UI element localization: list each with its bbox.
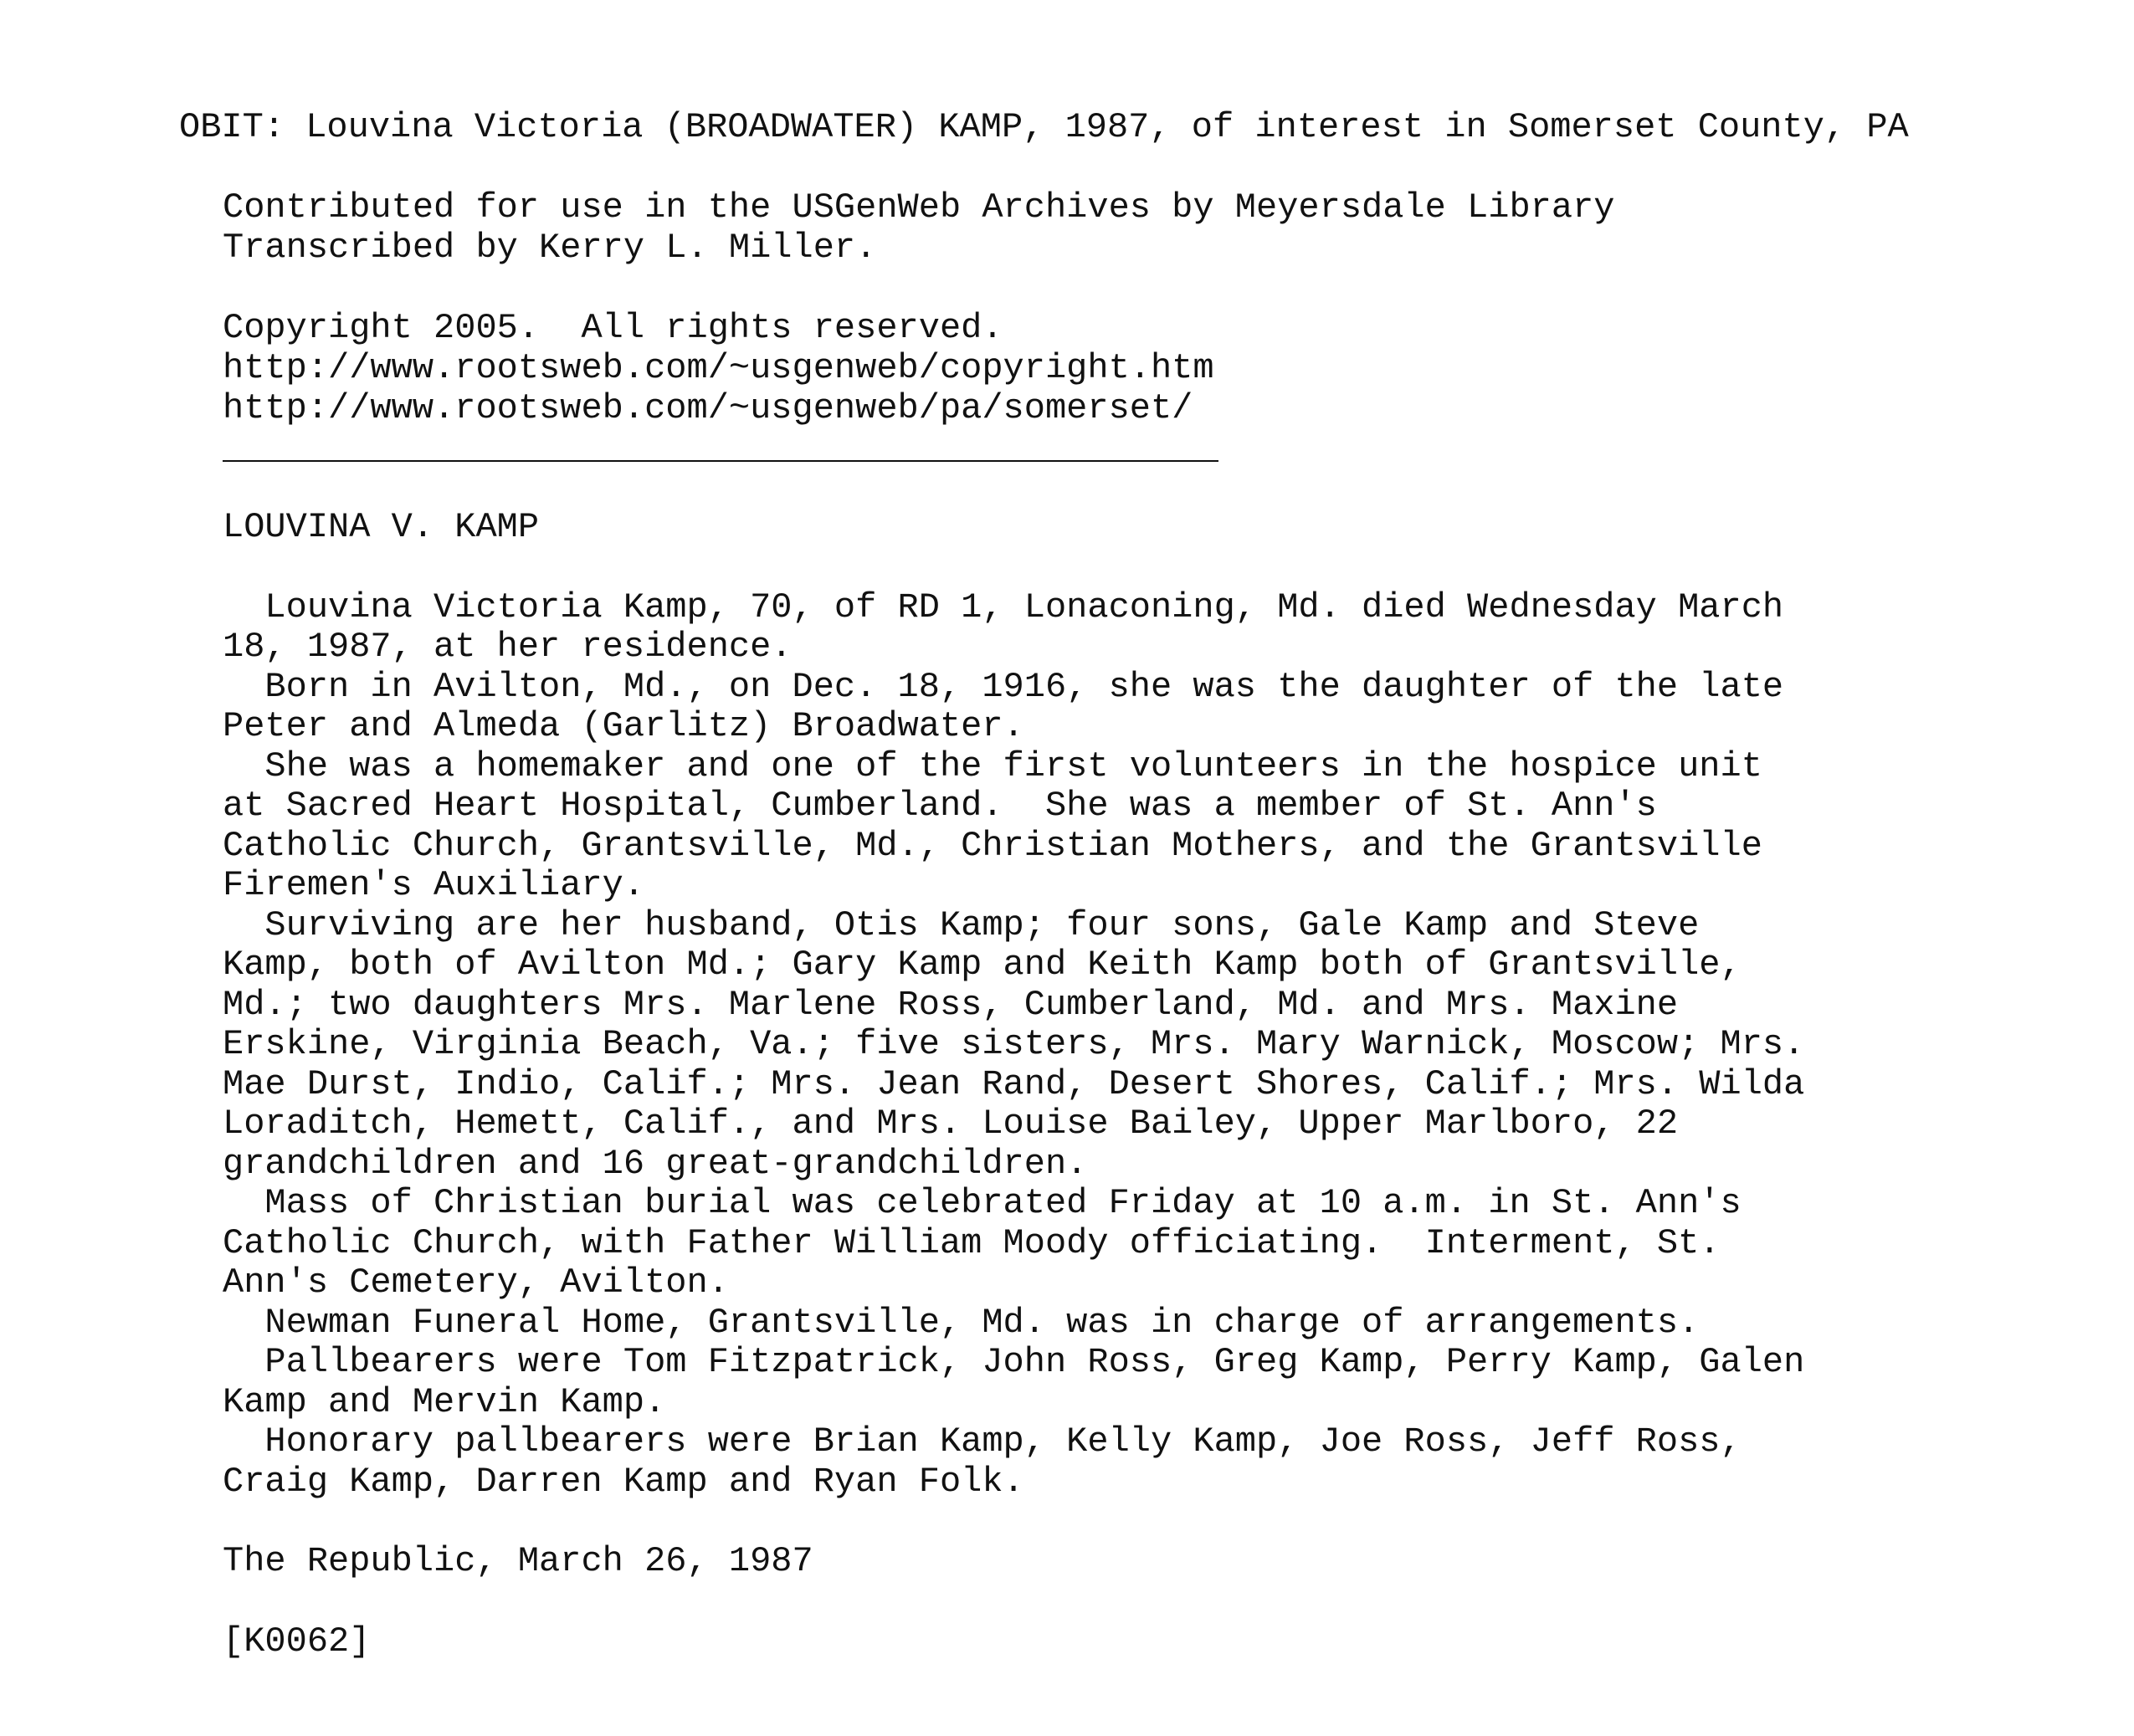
- obituary-line: Loraditch, Hemett, Calif., and Mrs. Louise Bailey, Upper Marlboro, 22: [223, 1104, 1679, 1144]
- obituary-line: Newman Funeral Home, Grantsville, Md. was in charge of arrangements.: [223, 1303, 1700, 1343]
- obituary-line: Ann's Cemetery, Avilton.: [223, 1262, 729, 1303]
- obituary-line: Kamp and Mervin Kamp.: [223, 1382, 666, 1422]
- obituary-line: Catholic Church, Grantsville, Md., Christian Mothers, and the Grantsville: [223, 826, 1762, 866]
- obituary-line: Louvina Victoria Kamp, 70, of RD 1, Lonaconing, Md. died Wednesday March: [223, 587, 1784, 627]
- transcribed-line: Transcribed by Kerry L. Miller.: [223, 228, 877, 268]
- obituary-line: Craig Kamp, Darren Kamp and Ryan Folk.: [223, 1462, 1024, 1502]
- contributed-line: Contributed for use in the USGenWeb Archives by Meyersdale Library: [223, 187, 1615, 228]
- obituary-line: Catholic Church, with Father William Moody officiating. Interment, St.: [223, 1223, 1721, 1263]
- obituary-line: Peter and Almeda (Garlitz) Broadwater.: [223, 706, 1024, 746]
- obituary-line: She was a homemaker and one of the first volunteers in the hospice unit: [223, 746, 1762, 786]
- obituary-line: Born in Avilton, Md., on Dec. 18, 1916, she was the daughter of the late: [223, 667, 1784, 707]
- header-divider: [223, 460, 1218, 462]
- obituary-line: Pallbearers were Tom Fitzpatrick, John Ross, Greg Kamp, Perry Kamp, Galen: [223, 1342, 1805, 1382]
- obituary-line: Mae Durst, Indio, Calif.; Mrs. Jean Rand, Desert Shores, Calif.; Mrs. Wilda: [223, 1064, 1805, 1104]
- obituary-line: at Sacred Heart Hospital, Cumberland. She was a member of St. Ann's: [223, 786, 1657, 826]
- source-citation: The Republic, March 26, 1987: [223, 1541, 813, 1581]
- county-url: http://www.rootsweb.com/~usgenweb/pa/somerset/: [223, 388, 1193, 428]
- obituary-line: Mass of Christian burial was celebrated Friday at 10 a.m. in St. Ann's: [223, 1183, 1742, 1223]
- obituary-line: grandchildren and 16 great-grandchildren.: [223, 1144, 1088, 1184]
- document-title: OBIT: Louvina Victoria (BROADWATER) KAMP, 1987, of interest in Somerset County, PA: [179, 107, 1909, 147]
- obituary-line: Md.; two daughters Mrs. Marlene Ross, Cumberland, Md. and Mrs. Maxine: [223, 985, 1679, 1025]
- obituary-line: 18, 1987, at her residence.: [223, 627, 793, 667]
- record-id: [K0062]: [223, 1621, 371, 1662]
- copyright-url: http://www.rootsweb.com/~usgenweb/copyright.htm: [223, 348, 1214, 388]
- obituary-line: Firemen's Auxiliary.: [223, 865, 645, 905]
- obituary-line: Kamp, both of Avilton Md.; Gary Kamp and Keith Kamp both of Grantsville,: [223, 945, 1742, 985]
- copyright-line: Copyright 2005. All rights reserved.: [223, 308, 1003, 348]
- obituary-line: Surviving are her husband, Otis Kamp; four sons, Gale Kamp and Steve: [223, 905, 1700, 945]
- obituary-heading: LOUVINA V. KAMP: [223, 507, 540, 547]
- obituary-line: Honorary pallbearers were Brian Kamp, Kelly Kamp, Joe Ross, Jeff Ross,: [223, 1421, 1742, 1462]
- obituary-line: Erskine, Virginia Beach, Va.; five sisters, Mrs. Mary Warnick, Moscow; Mrs.: [223, 1024, 1805, 1064]
